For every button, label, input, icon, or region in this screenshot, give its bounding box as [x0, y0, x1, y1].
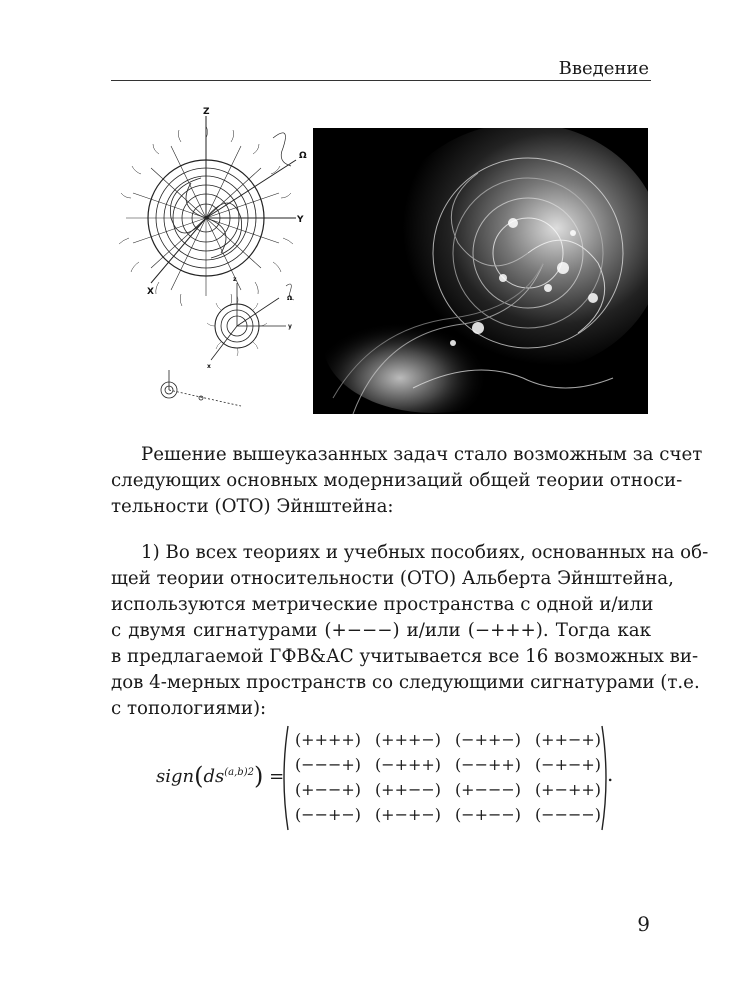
matrix-cell: (+−+−) — [374, 805, 442, 824]
text-line: дов 4-мерных пространств со следующими сигнатурами (т.е. — [111, 672, 700, 693]
matrix-cell: (−++−) — [454, 730, 522, 749]
matrix-cell: (−+−+) — [534, 755, 602, 774]
axis-label-y-small: y — [288, 323, 292, 330]
matrix-cell: (−+++) — [374, 755, 442, 774]
text-line: щей теории относительности (ОТО) Альберта Эйнштейна, — [111, 568, 674, 589]
matrix-cell: (+++−) — [374, 730, 442, 749]
text-line: следующих основных модернизаций общей теории относи- — [111, 470, 683, 491]
axis-label-y: Y — [297, 215, 304, 225]
formula-ds: ds — [203, 766, 225, 787]
text-line: Решение вышеуказанных задач стало возможным за счет — [141, 444, 703, 465]
paragraph-point-1 — [111, 540, 709, 722]
formula-terminator: . — [607, 762, 614, 786]
fractal-image — [313, 128, 648, 414]
text-line: с топологиями): — [111, 698, 267, 719]
formula-sign: sign — [156, 766, 195, 787]
matrix-cell: (−−−+) — [294, 755, 362, 774]
running-head — [111, 58, 651, 81]
matrix-cell: (−+−−) — [454, 805, 522, 824]
axis-label-omega: Ω — [299, 151, 307, 161]
axis-label-x: X — [147, 287, 154, 297]
axis-label-z: Z — [203, 107, 210, 117]
matrix-cell: (+−++) — [534, 780, 602, 799]
matrix-cell: (++−−) — [374, 780, 442, 799]
axis-label-omega-small: Ω — [287, 295, 293, 302]
text-line: в предлагаемой ГФВ&АС учитывается все 16 возможных ви- — [111, 646, 699, 667]
paragraph-intro — [111, 442, 703, 520]
matrix-cell: (+−−−) — [454, 780, 522, 799]
formula-superscript: (a,b)2 — [224, 767, 254, 778]
signature-formula — [140, 722, 640, 832]
matrix-cell: (−−++) — [454, 755, 522, 774]
formula-equals: = — [269, 766, 285, 787]
page-number: 9 — [637, 912, 650, 936]
axis-label-z-small: z — [233, 276, 237, 283]
text-line: используются метрические пространства с одной и/или — [111, 594, 654, 615]
formula-lhs: $sign(ds^{(a,b)2})$ = — [156, 762, 285, 790]
figure — [111, 98, 651, 418]
axis-label-x-small: x — [207, 363, 211, 370]
matrix-cell: (−−−−) — [534, 805, 602, 824]
running-head-title: Введение — [558, 58, 649, 79]
vortex-diagram — [111, 98, 309, 416]
matrix-cell: (++−+) — [534, 730, 602, 749]
matrix-cell: (+−−+) — [294, 780, 362, 799]
matrix-cell: (++++) — [294, 730, 362, 749]
text-line: с двумя сигнатурами (+−−−) и/или (−+++). Тогда как — [111, 620, 651, 641]
text-line: тельности (ОТО) Эйнштейна: — [111, 496, 394, 517]
text-line: 1) Во всех теориях и учебных пособиях, основанных на об- — [141, 542, 709, 563]
matrix-cell: (−−+−) — [294, 805, 362, 824]
signature-matrix — [280, 724, 610, 832]
